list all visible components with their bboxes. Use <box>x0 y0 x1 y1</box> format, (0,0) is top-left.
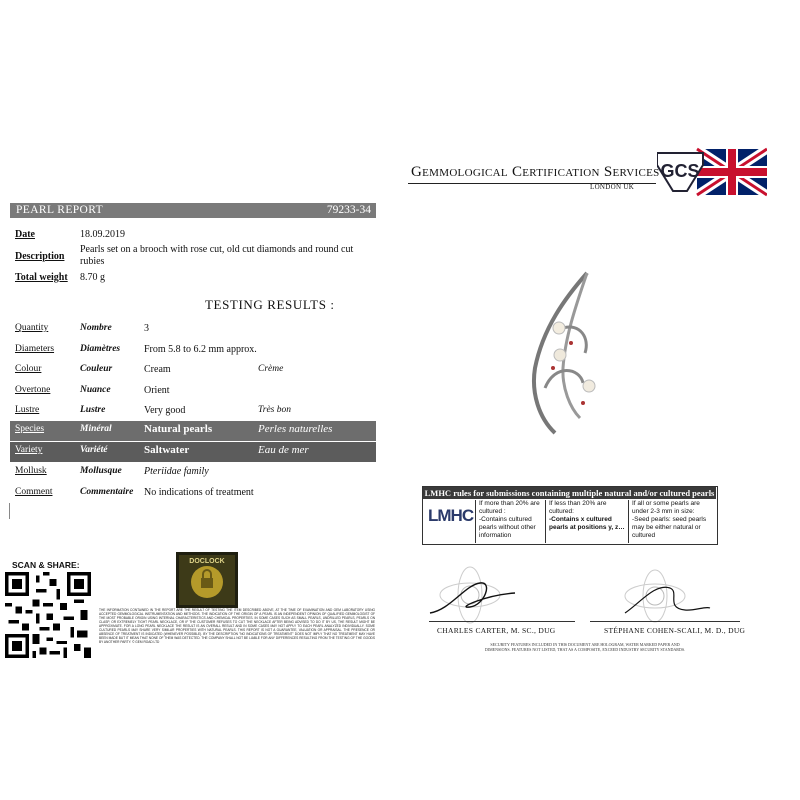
lmhc-divider <box>545 500 546 543</box>
lmhc-rule-condition: If less than 20% are cultured: <box>549 500 607 515</box>
lmhc-divider <box>475 500 476 543</box>
right-signature-seal <box>610 568 720 623</box>
result-value: Pteriidae family <box>144 466 209 477</box>
result-label-fr: Variété <box>80 445 108 455</box>
result-row-comment <box>10 484 376 503</box>
gcs-union-flag-logo <box>657 147 767 199</box>
lmhc-rule-over-20 <box>479 500 543 542</box>
result-label: Comment <box>15 487 53 497</box>
result-row-lustre <box>10 402 376 421</box>
lmhc-rule-condition: If all or some pearls are under 2-3 mm in size: <box>632 500 700 515</box>
lmhc-rule-result: -Seed pearls: seed pearls may be either natural or cultured <box>632 516 707 539</box>
result-label: Diameters <box>15 344 55 354</box>
result-value: From 5.8 to 6.2 mm approx. <box>144 344 257 355</box>
signatory-left: CHARLES CARTER, M. SC., DUG <box>437 626 556 635</box>
signatory-right: STÉPHANE COHEN-SCALI, M. D., DUG <box>604 626 746 635</box>
brooch-photo <box>525 268 605 438</box>
result-label: Quantity <box>15 323 49 333</box>
doclock-hologram <box>176 552 238 608</box>
result-value: Cream <box>144 364 171 375</box>
result-label-fr: Minéral <box>80 424 112 434</box>
result-label-fr: Couleur <box>80 364 113 374</box>
result-label-fr: Mollusque <box>80 466 122 476</box>
result-row-quantity <box>10 320 376 339</box>
result-label: Species <box>15 424 45 434</box>
report-title: PEARL REPORT <box>16 204 104 216</box>
qr-code[interactable] <box>5 572 91 658</box>
result-value: Very good <box>144 405 186 416</box>
testing-results-heading: TESTING RESULTS : <box>205 297 335 312</box>
result-label: Variety <box>15 445 43 455</box>
result-row-overtone <box>10 382 376 401</box>
weight-value: 8.70 g <box>80 272 105 283</box>
result-label-fr: Diamètres <box>80 344 121 354</box>
result-label: Mollusk <box>15 466 47 476</box>
report-number: 79233-34 <box>326 204 371 216</box>
lmhc-divider <box>628 500 629 543</box>
lmhc-logo <box>428 506 474 536</box>
left-signature-seal <box>425 565 535 625</box>
result-label-fr: Commentaire <box>80 487 134 497</box>
result-label-fr: Nuance <box>80 385 111 395</box>
result-row-variety <box>10 442 376 462</box>
result-value: Natural pearls <box>144 423 213 435</box>
signature-rule-right <box>590 621 740 622</box>
result-value: No indications of treatment <box>144 487 254 498</box>
hologram-text: DOCLOCK <box>189 558 225 565</box>
report-title-bar <box>10 203 376 218</box>
lmhc-title: LMHC rules for submissions containing multiple natural and/or cultured pearls <box>424 488 715 498</box>
result-row-mollusk <box>10 463 376 482</box>
lmhc-rule-condition: If more than 20% are cultured : <box>479 500 540 515</box>
description-value: Pearls set on a brooch with rose cut, old cut diamonds and round cut rubies <box>80 244 354 267</box>
result-value: Orient <box>144 385 170 396</box>
result-value-fr: Perles naturelles <box>258 423 333 435</box>
disclaimer-text: THE INFORMATION CONTAINED IN THE REPORT ARE THE RESULT OF TESTING THE ITEM DESCRIBED ABOVE, AT THE TIME OF EXAMINATION AND GEM LABORATORY USING ACCEPTED GEMMOLOGICAL INSTRUMENTATION AND METHODS. THE INDICATION OF THE ORIGIN OF A PEARL IS AN INDEPENDENT OPINION OF QUALIFIED GEMMOLOGIST OF THE MOST PROBABLE ORIGIN USING INTERNAL CHARACTERISTICS AND CHEMICAL PROPERTIES. IN SOME CASES SUCH AS SMALL PEARLS, UNDRILLED PEARLS, PEARLS ON CLASP, OR EXTREMELY TIGHT PEARL NECKLACE, OR IF THE CUSTOMER REFUSES TO CUT THE NECKLACE AFTER BEING ADVISED TO DO IT BY US, THE RESULT MIGHT BE APPROXIMATE. FOR A LONG PEARL NECKLACE THE RESULT IS AN OVERALL RESULT AND IN SOME CASES MAY NOT APPLY TO EACH PEARL ANALYZED INDIVIDUALLY. SOME CULTURED PEARLS MAY SHARE VERY SIMILAR PROPERTIES WITH NATURAL PEARLS. THIS REPORT IS NOT A GUARANTEE, VALUATION OR APPRAISAL. THE PRESENCE OR ABSENCE OF TREATMENT IS INDICATED (WHENEVER POSSIBLE). BY THE DESCRIPTION "NO INDICATIONS OF TREATMENT" DOES NOT IMPLY THAT NO TREATMENT MAY HAVE BEEN MADE BUT IT MEAN THAT NONE OF THEM WAS DETECTED. THE COMPANY SHALL NOT BE LIABLE FOR ANY DIFFERENCES RESULTING FROM THE TESTING OF THE GOODS BY ANOTHER PARTY. © GEM ROAD LTD <box>99 608 375 644</box>
security-note: SECURITY FEATURES INCLUDED IN THIS DOCUMENT ARE HOLOGRAM, WATER MARKED PAPER AND DIMENSIONS. FEATURES NOT LISTED, THAT AS A COMPOSITE, EXCEED INDUSTRY SECURITY STANDARDS. <box>484 642 686 652</box>
date-value: 18.09.2019 <box>80 229 125 240</box>
signature-rule-left <box>429 621 575 622</box>
result-row-colour <box>10 361 376 380</box>
result-label: Overtone <box>15 385 51 395</box>
lmhc-rule-result: -Contains x cultured pearls at positions y, z… <box>549 516 625 531</box>
result-value-fr: Très bon <box>258 405 291 415</box>
result-value-fr: Crème <box>258 364 284 374</box>
lmhc-rule-under-20 <box>549 500 626 542</box>
result-value-fr: Eau de mer <box>258 444 309 456</box>
lmhc-rule-seed <box>632 500 714 542</box>
result-row-diameters <box>10 341 376 360</box>
scan-share-label: SCAN & SHARE: <box>12 560 80 570</box>
result-value: 3 <box>144 323 149 334</box>
margin-rule <box>9 503 10 519</box>
lmhc-rule-result: -Contains cultured pearls without other information <box>479 516 536 539</box>
description-label: Description <box>15 251 65 262</box>
weight-label: Total weight <box>15 272 68 283</box>
result-label: Colour <box>15 364 42 374</box>
result-label-fr: Lustre <box>80 405 106 415</box>
result-row-species <box>10 421 376 441</box>
gcs-logo-text: GCS <box>660 161 700 181</box>
result-value: Saltwater <box>144 444 190 456</box>
lmhc-logo-text: LMHC <box>428 506 474 525</box>
date-label: Date <box>15 229 35 240</box>
result-label-fr: Nombre <box>80 323 112 333</box>
result-label: Lustre <box>15 405 40 415</box>
company-title: Gemmological Certification Services <box>411 164 660 180</box>
company-location: LONDON UK <box>590 183 635 191</box>
